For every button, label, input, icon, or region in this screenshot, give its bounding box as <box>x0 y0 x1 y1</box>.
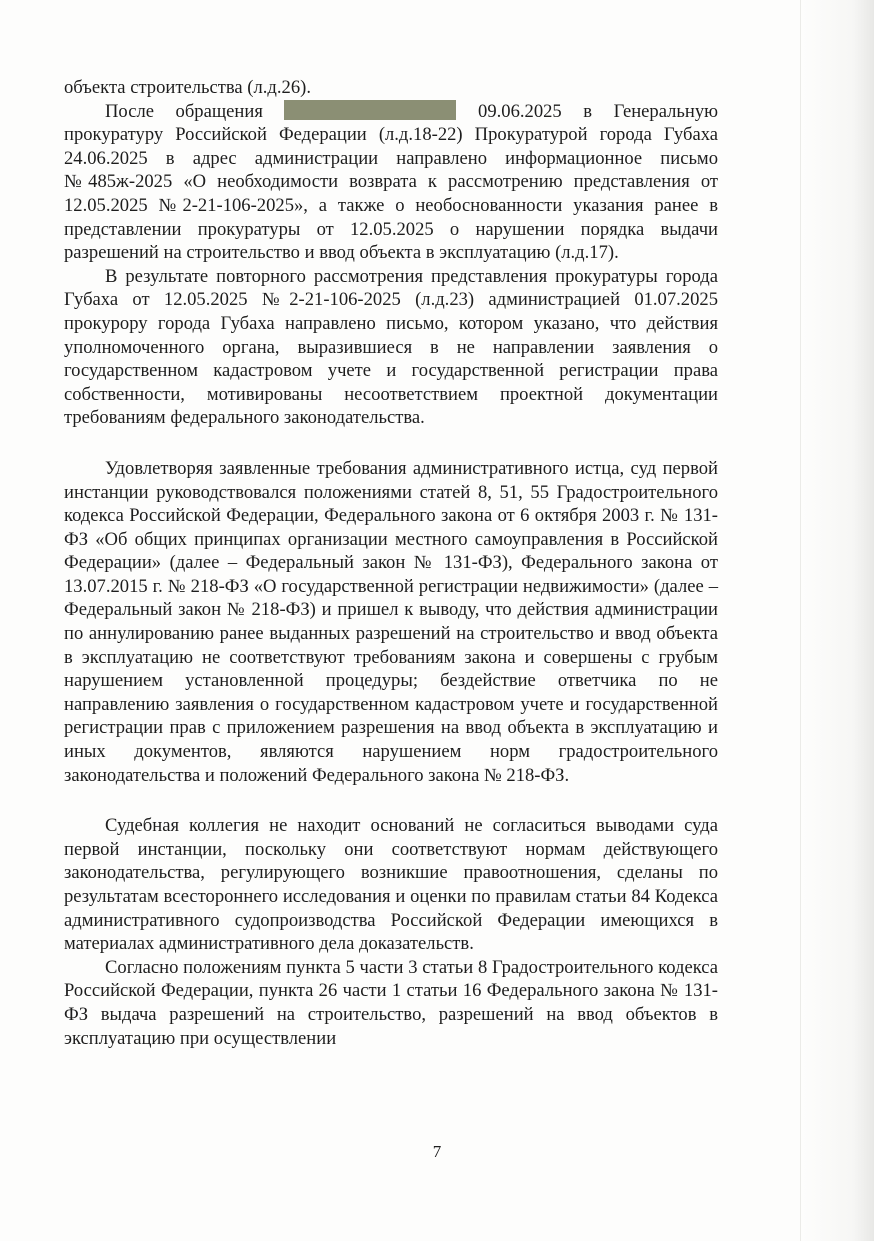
paragraph-first-instance: Удовлетворяя заявленные требования административного истца, суд первой инстанции руководствовался положениями статей 8, 51, 55 Градостроительного кодекса Российской Федерации, Федерального закона от 6 октября 2003 г. № 131-ФЗ «Об общих принципах организации местного самоуправления в Российской Федерации» (далее – Федеральный закон № 131-ФЗ), Федерального закона от 13.07.2015 г. № 218-ФЗ «О государственной регистрации недвижимости» (далее – Федеральный закон № 218-ФЗ) и пришел к выводу, что действия администрации по аннулированию ранее выданных разрешений на строительство и ввод объекта в эксплуатацию не соответствуют требованиям закона и совершены с грубым нарушением установленной процедуры; бездействие ответчика по не направлению заявления о государственном кадастровом учете и государственной регистрации прав с приложением разрешения на ввод объекта в эксплуатацию и иных документов, являются нарушением норм градостроительного законодательства и положений Федерального закона № 218-ФЗ. <box>64 457 718 786</box>
redacted-name-block <box>284 100 456 120</box>
page-number: 7 <box>432 1142 442 1161</box>
paragraph-appeal-before: После обращения <box>105 100 263 122</box>
paragraph-continuation: объекта строительства (л.д.26). <box>64 77 311 98</box>
paragraph-reconsideration: В результате повторного рассмотрения представления прокуратуры города Губаха от 12.05.2025 №2-21-106-2025 (л.д.23) администрацией 01.07.2025 прокурору города Губаха направлено письмо, котором указано, что действия уполномоченного органа, выразившиеся в не направлении заявления о государственном кадастровом учете и государственной регистрации права собственности, мотивированы несоответствием проектной документации требованиям федерального законодательства. <box>64 265 718 429</box>
paragraph-law-provisions: Согласно положениям пункта 5 части 3 статьи 8 Градостроительного кодекса Российской Федерации, пункта 26 части 1 статьи 16 Федерального закона № 131-ФЗ выдача разрешений на строительство, разрешений на ввод объектов в эксплуатацию при осуществлении <box>64 956 718 1049</box>
paragraph-appeal-after: 09.06.2025 в Генеральную прокуратуру Российской Федерации (л.д.18-22) Прокуратурой города Губаха 24.06.2025 в адрес администрации направлено информационное письмо №485ж-2025 «О необходимости возврата к рассмотрению представления от 12.05.2025 №2-21-106-2025», а также о необоснованности указания ранее в представлении прокуратуры от 12.05.2025 о нарушении порядка выдачи разрешений на строительство и ввод объекта в эксплуатацию (л.д.17). <box>64 100 719 264</box>
paragraph-appeal <box>64 100 718 265</box>
scan-edge-shadow <box>802 0 874 1241</box>
document-body <box>64 76 718 1050</box>
paragraph-collegium: Судебная коллегия не находит оснований не согласиться выводами суда первой инстанции, поскольку они соответствуют нормам действующего законодательства, регулирующего возникшие правоотношения, сделаны по результатам всестороннего исследования и оценки по правилам статьи 84 Кодекса административного судопроизводства Российской Федерации имеющихся в материалах административного дела доказательств. <box>64 815 718 955</box>
scan-edge-line <box>800 0 801 1241</box>
